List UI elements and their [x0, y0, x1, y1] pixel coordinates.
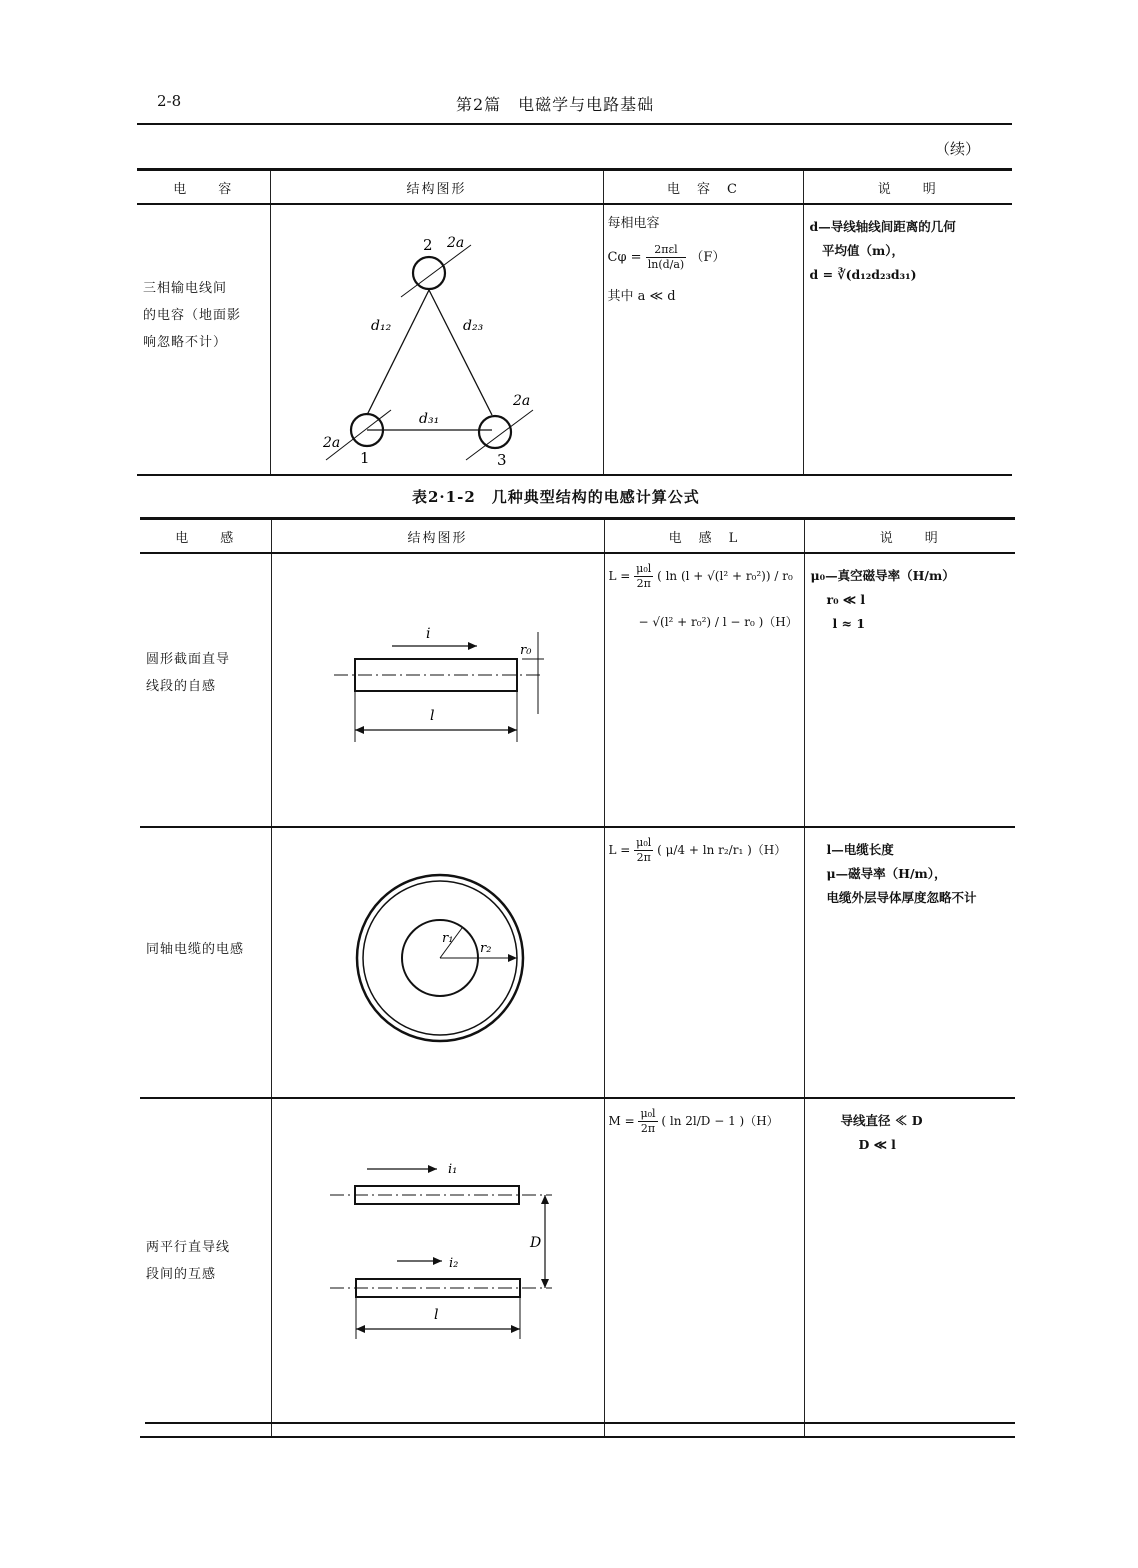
- note-line: D ≪ l: [858, 1137, 896, 1152]
- row-label-cell: [137, 204, 270, 475]
- distance-d23-label: d₂₃: [462, 318, 483, 334]
- formula-rest: ( ln 2l/D − 1 )（H）: [661, 1114, 779, 1128]
- radius-r0-label: r₀: [519, 643, 531, 658]
- table-caption: 表2·1-2 几种典型结构的电感计算公式: [412, 488, 700, 506]
- current-i1-label: i₁: [447, 1162, 457, 1177]
- row-label-line: 三相输电线间: [143, 281, 228, 296]
- formula-rest: ( ln (l + √(l² + r₀²)) / r₀: [657, 569, 793, 583]
- conductor-3-number: 3: [496, 451, 507, 469]
- straight-wire-diagram-cell: [271, 553, 604, 827]
- formula-numerator: 2πεl: [646, 243, 687, 258]
- note-line: l ≈ 1: [832, 616, 866, 631]
- radius-r1-label: r₁: [441, 931, 453, 946]
- capacitance-table-header: [137, 170, 1012, 205]
- coaxial-cable-diagram-cell: [271, 827, 604, 1098]
- note-line: d = ∛(d₁₂d₂₃d₃₁): [809, 267, 917, 282]
- header-notes: 说 明: [803, 170, 1012, 205]
- mutual-inductance-formula-cell: [604, 1098, 804, 1437]
- formula-numerator: μ₀l: [636, 562, 652, 575]
- table-row: [140, 553, 1015, 827]
- page-header-title: 第2篇 电磁学与电路基础: [456, 95, 655, 114]
- note-line: r₀ ≪ l: [826, 592, 866, 607]
- row-label-cell: [140, 1098, 271, 1437]
- row-label-line: 圆形截面直导: [146, 652, 231, 667]
- formula-fraction: [638, 1107, 657, 1136]
- formula-rest: ( μ/4 + ln r₂/r₁ )（H）: [657, 843, 787, 857]
- capacitance-formula-cell: [603, 204, 803, 475]
- inductance-formula-cell: [604, 827, 804, 1098]
- header-capacitance: 电 容: [137, 170, 270, 205]
- current-i2-label: i₂: [448, 1256, 458, 1271]
- formula-condition: 其中 a ≪ d: [607, 289, 676, 304]
- note-line: 导线直径 ≪ D: [840, 1113, 923, 1128]
- formula-numerator: μ₀l: [636, 836, 652, 849]
- radius-label-top: 2a: [446, 235, 464, 251]
- formula-line-2: − √(l² + r₀²) / l − r₀ )（H）: [638, 615, 798, 629]
- note-line: 平均值（m），: [809, 243, 904, 258]
- note-line: μ—磁导率（H/m），: [826, 866, 947, 881]
- distance-d12-label: d₁₂: [370, 318, 391, 334]
- length-label: l: [433, 1307, 438, 1323]
- radius-label-left: 2a: [322, 435, 340, 451]
- coaxial-cable-diagram: [272, 828, 605, 1093]
- note-line: l—电缆长度: [826, 842, 894, 857]
- inductance-formula-cell: [604, 553, 804, 827]
- header-inductance: 电 感: [140, 519, 271, 554]
- table-row: [140, 827, 1015, 1098]
- distance-d31-label: d₃₁: [418, 411, 439, 427]
- notes-cell: [804, 1098, 1015, 1437]
- row-label-line: 响忽略不计）: [143, 335, 228, 350]
- header-capacitance-c: 电 容 C: [603, 170, 803, 205]
- straight-wire-diagram: [272, 554, 605, 822]
- note-line: d—导线轴线间距离的几何: [809, 219, 956, 234]
- current-label: i: [425, 626, 430, 642]
- table-row: [137, 204, 1012, 475]
- inductance-table-header: [140, 519, 1015, 554]
- notes-cell: [804, 553, 1015, 827]
- formula-denominator: 2π: [636, 851, 651, 864]
- row-label-cell: [140, 827, 271, 1098]
- length-label: l: [429, 708, 434, 724]
- table-row: [140, 1098, 1015, 1437]
- note-line: 电缆外层导体厚度忽略不计: [826, 890, 977, 905]
- formula-fraction: [634, 562, 653, 591]
- notes-cell: [803, 204, 1012, 475]
- header-notes: 说 明: [804, 519, 1015, 554]
- header-structure: 结构图形: [271, 519, 604, 554]
- radius-label-right: 2a: [512, 393, 530, 409]
- parallel-wires-diagram-cell: [271, 1098, 604, 1437]
- radius-r2-label: r₂: [479, 941, 491, 956]
- formula-fraction: [646, 243, 687, 272]
- conductor-3: [479, 416, 511, 448]
- row-label-cell: [140, 553, 271, 827]
- three-phase-diagram-cell: [270, 204, 603, 475]
- header-inductance-l: 电 感 L: [604, 519, 804, 554]
- row-label-line: 同轴电缆的电感: [146, 942, 245, 957]
- conductor-1-number: 1: [359, 449, 370, 467]
- formula-numerator: μ₀l: [640, 1107, 656, 1120]
- formula-fraction: [634, 836, 653, 865]
- formula-denominator: 2π: [636, 577, 651, 590]
- continued-label: （续）: [935, 140, 981, 158]
- formula-denominator: 2π: [640, 1122, 656, 1135]
- notes-cell: [804, 827, 1015, 1098]
- three-phase-line-diagram: [271, 205, 604, 470]
- note-line: μ₀—真空磁导率（H/m）: [810, 568, 955, 583]
- row-label-line: 段间的互感: [146, 1267, 217, 1282]
- row-label-line: 线段的自感: [146, 679, 217, 694]
- formula-lhs: Cφ =: [607, 250, 642, 265]
- header-rule: [137, 123, 1012, 125]
- formula-title: 每相电容: [607, 216, 660, 231]
- formula-lhs: L =: [608, 843, 631, 857]
- formula-unit: （F）: [690, 250, 726, 265]
- formula-lhs: L =: [608, 569, 631, 583]
- parallel-wires-diagram: [272, 1099, 605, 1432]
- row-label-line: 的电容（地面影: [143, 308, 242, 323]
- distance-d-label: D: [529, 1235, 541, 1251]
- inductance-table: [140, 517, 1015, 1438]
- page-number: 2-8: [157, 92, 182, 110]
- formula-denominator: ln(d/a): [647, 258, 685, 271]
- capacitance-table: [137, 168, 1012, 476]
- conductor-2-number: 2: [422, 236, 433, 254]
- footer-rule: [145, 1422, 1015, 1424]
- row-label-line: 两平行直导线: [146, 1240, 231, 1255]
- formula-lhs: M =: [608, 1114, 635, 1128]
- header-structure: 结构图形: [270, 170, 603, 205]
